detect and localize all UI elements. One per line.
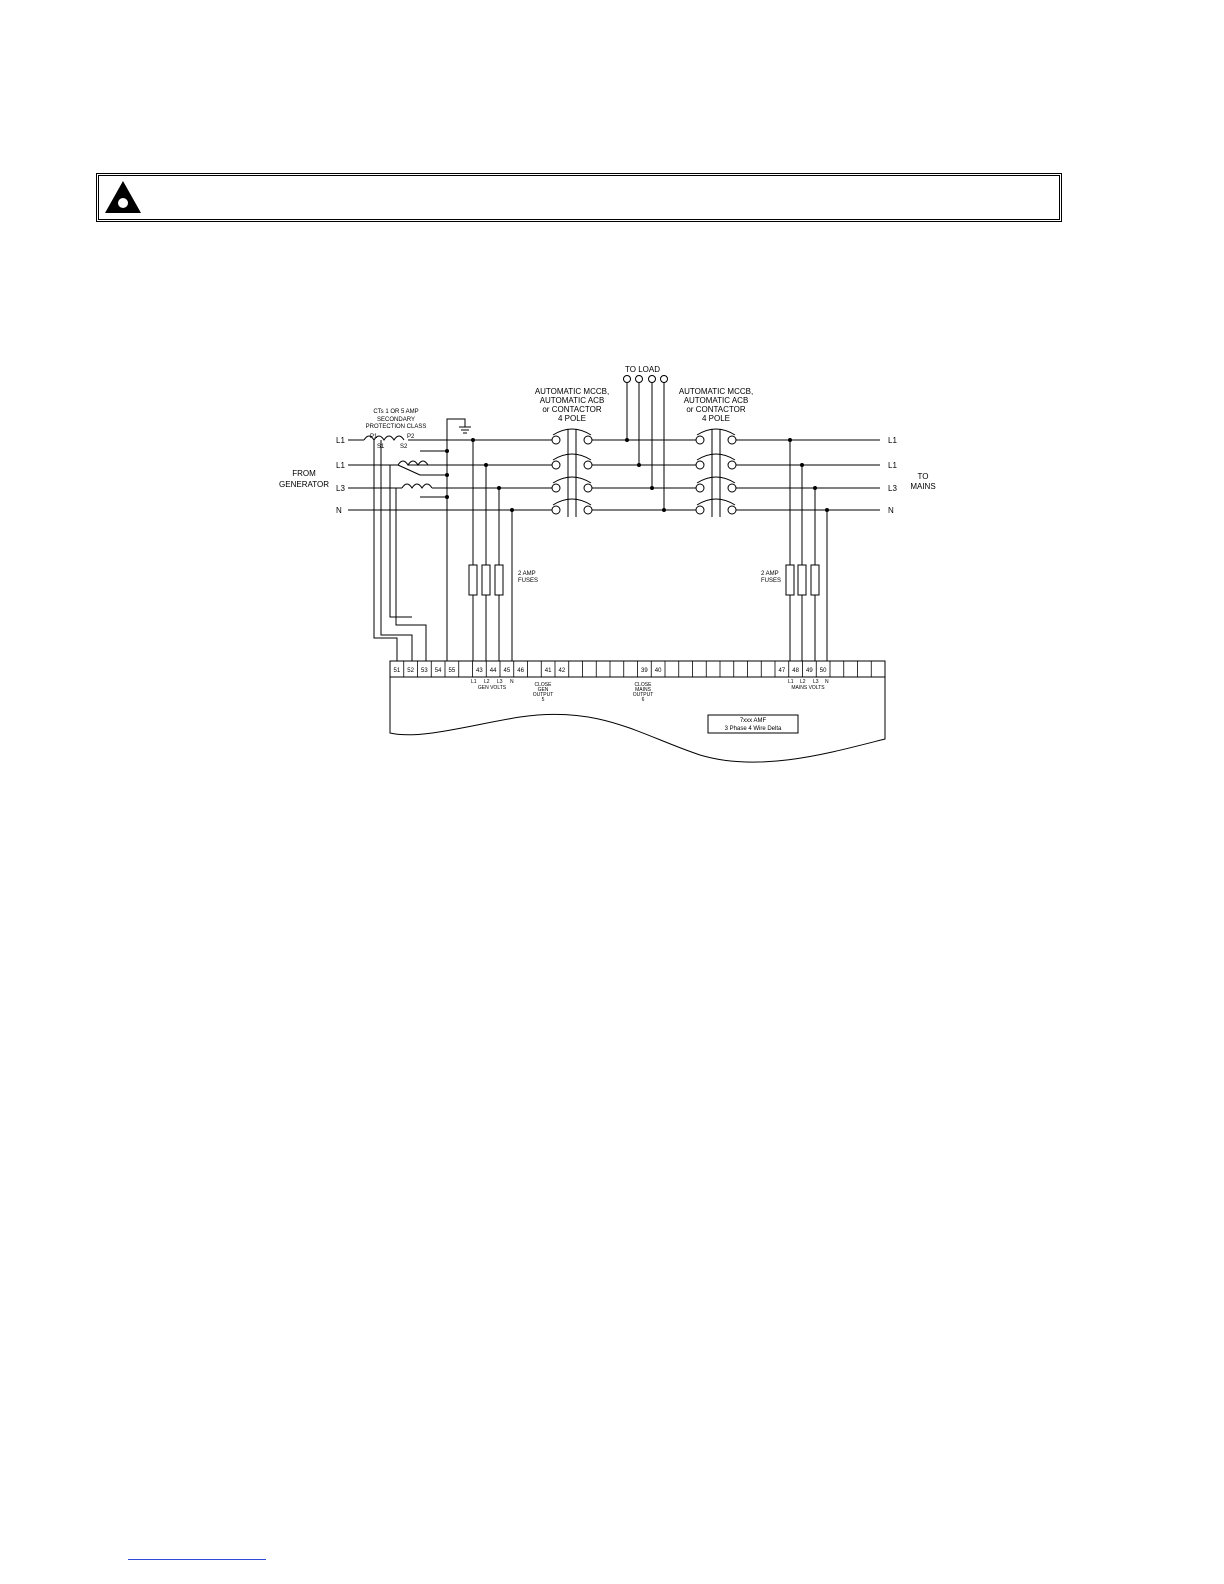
breaker-right-line-1: AUTOMATIC MCCB,	[678, 387, 754, 396]
mains-volts-sub-n: N	[825, 679, 829, 685]
line-left-1: L1	[336, 436, 345, 445]
line-left-3: L3	[336, 484, 345, 493]
fuses-left-line-2: FUSES	[518, 578, 539, 584]
terminal-39: 39	[641, 668, 648, 674]
breaker-left-line-4: 4 POLE	[557, 414, 587, 423]
close-gen-line-3: OUTPUT	[532, 692, 554, 698]
gen-volts-sub-l3: L3	[497, 679, 503, 685]
to-load-label: TO LOAD	[625, 365, 660, 374]
ct-label-line-1: CTs 1 OR 5 AMP	[373, 409, 419, 415]
terminal-42: 42	[558, 668, 566, 674]
ct-terminal-s2: S2	[400, 444, 408, 450]
wiring-diagram	[270, 355, 936, 775]
line-right-3: L3	[888, 484, 897, 493]
line-left-2: L1	[336, 461, 345, 470]
terminal-44: 44	[489, 668, 497, 674]
mains-volts-label: MAINS VOLTS	[791, 685, 825, 691]
ct-terminal-p1: P1	[370, 434, 378, 440]
terminal-52: 52	[407, 668, 414, 674]
terminal-43: 43	[476, 668, 483, 674]
close-gen-line-1: CLOSE	[534, 682, 552, 688]
ct-terminal-s1: S1	[377, 444, 385, 450]
warning-box	[96, 173, 1062, 222]
close-mains-line-1: CLOSE	[634, 682, 652, 688]
breaker-left-line-3: or CONTACTOR	[542, 405, 602, 414]
fuses-right-line-1: 2 AMP	[761, 571, 779, 577]
module-description: 3 Phase 4 Wire Delta	[724, 726, 782, 732]
terminal-48: 48	[792, 668, 799, 674]
warning-triangle-icon	[103, 179, 143, 215]
terminal-47: 47	[778, 668, 786, 674]
gen-volts-sub-l2: L2	[484, 679, 490, 685]
breaker-left-line-1: AUTOMATIC MCCB,	[534, 387, 610, 396]
close-gen-line-4: 5	[541, 697, 545, 703]
close-gen-line-2: GEN	[537, 687, 549, 693]
line-right-2: L1	[888, 461, 897, 470]
ct-label-line-2: SECONDARY	[377, 417, 415, 423]
gen-volts-label: GEN VOLTS	[477, 685, 507, 691]
gen-volts-sub-n: N	[510, 679, 514, 685]
breaker-left-line-2: AUTOMATIC ACB	[539, 396, 605, 405]
to-mains-line-1: TO	[917, 472, 929, 481]
fuses-right-line-2: FUSES	[761, 578, 782, 584]
wiring-diagram-svg	[270, 355, 936, 775]
terminal-51: 51	[393, 668, 401, 674]
close-mains-line-4: 6	[641, 697, 645, 703]
terminal-53: 53	[421, 668, 428, 674]
terminal-50: 50	[819, 668, 827, 674]
close-mains-line-3: OUTPUT	[632, 692, 654, 698]
terminal-46: 46	[517, 668, 524, 674]
footer-link-underline[interactable]	[128, 1559, 266, 1560]
from-generator-line-2: GENERATOR	[279, 480, 329, 489]
mains-volts-sub-l3: L3	[813, 679, 819, 685]
ct-label-line-3: PROTECTION CLASS	[365, 424, 427, 430]
mains-volts-sub-l1: L1	[788, 679, 794, 685]
mains-volts-sub-l2: L2	[800, 679, 806, 685]
breaker-right-line-4: 4 POLE	[701, 414, 731, 423]
terminal-40: 40	[654, 668, 662, 674]
line-left-4: N	[336, 506, 342, 515]
from-generator-line-1: FROM	[292, 469, 316, 478]
module-name: 7xxx AMF	[739, 718, 767, 724]
gen-volts-sub-l1: L1	[471, 679, 477, 685]
to-mains-line-2: MAINS	[910, 482, 936, 491]
terminal-45: 45	[503, 668, 511, 674]
line-right-1: L1	[888, 436, 897, 445]
close-mains-line-2: MAINS	[635, 687, 651, 693]
breaker-right-line-3: or CONTACTOR	[686, 405, 746, 414]
terminal-55: 55	[448, 668, 456, 674]
terminal-49: 49	[806, 668, 813, 674]
line-right-4: N	[888, 506, 894, 515]
terminal-41: 41	[544, 668, 552, 674]
breaker-right-line-2: AUTOMATIC ACB	[683, 396, 749, 405]
fuses-left-line-1: 2 AMP	[518, 571, 536, 577]
terminal-54: 54	[434, 668, 442, 674]
ct-terminal-p2: P2	[407, 434, 415, 440]
